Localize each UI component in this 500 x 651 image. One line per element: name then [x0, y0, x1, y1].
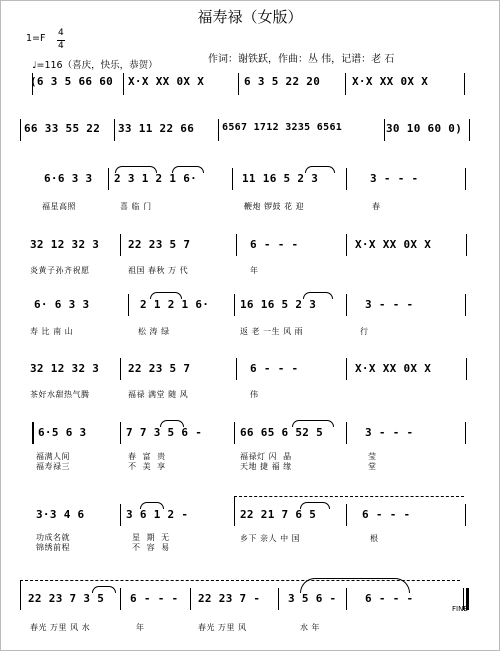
song-title: 福寿禄（女版）	[197, 8, 303, 26]
lyric: 春光 万里 风	[198, 623, 247, 632]
lyric: 星 期 无 不 容 易	[132, 533, 170, 552]
measure: 16 16 5 2 3	[240, 298, 317, 311]
lyric: 福星高照	[42, 202, 76, 211]
lyric: 福满人间 福寿禄三	[36, 452, 70, 471]
measure: 3 - - -	[365, 426, 414, 439]
lyric: 春 富 贵 不 美 享	[128, 452, 166, 471]
measure: X·X XX 0X X	[355, 238, 432, 251]
measure: 6 - - -	[365, 592, 414, 605]
measure: 22 23 5 7	[128, 362, 191, 375]
measure: X·X XX 0X X	[352, 75, 429, 88]
lyric: 喜 临 门	[120, 202, 152, 211]
measure: 22 21 7 6 5	[240, 508, 317, 521]
measure: 6 - - -	[250, 238, 299, 251]
lyric: 根	[370, 534, 379, 543]
measure: 6· 6 3 3	[34, 298, 90, 311]
lyric: 春	[372, 202, 381, 211]
lyric: 水 年	[300, 623, 321, 632]
measure: 6·5 6 3	[38, 426, 87, 439]
measure: X·X XX 0X X	[355, 362, 432, 375]
time-signature-bottom: 4	[58, 41, 64, 51]
time-signature-top: 4	[58, 28, 64, 38]
lyric: 福禄灯 闪 晶 天地 捷 福 缘	[240, 452, 292, 471]
lyric: 行	[360, 327, 369, 336]
measure: 30 10 60 0)	[386, 122, 463, 135]
lyric: 茶好水甜热气腾	[30, 390, 90, 399]
measure: 66 65 6 52 5	[240, 426, 324, 439]
measure: 3 - - -	[370, 172, 419, 185]
measure: 2 3 1 2 1 6·	[114, 172, 198, 185]
measure: 7 7 3 5 6 -	[126, 426, 203, 439]
lyric: 年	[250, 266, 259, 275]
measure: 66 33 55 22	[24, 122, 101, 135]
measure: 6567 1712 3235 6561	[222, 122, 343, 133]
lyric: 寿 比 南 山	[30, 327, 74, 336]
lyric: 莹 堂	[368, 452, 377, 471]
measure: 22 23 5 7	[128, 238, 191, 251]
fine-marking: FINE	[452, 605, 468, 613]
measure: 3·3 4 6	[36, 508, 85, 521]
lyric: 返 老 一生 风 雨	[240, 327, 304, 336]
credits: 作词：谢铁跃，作曲：丛 伟，记谱：老 石	[208, 54, 395, 65]
measure: (6 3 5 66 60	[30, 75, 114, 88]
measure: 3 6 1 2 -	[126, 508, 189, 521]
lyric: 鞭炮 锣鼓 花 迎	[244, 202, 305, 211]
measure: 32 12 32 3	[30, 238, 100, 251]
measure: 6 3 5 22 20	[244, 75, 321, 88]
tempo-marking: ♩=116（喜庆，快乐，恭贺）	[32, 60, 158, 71]
measure: 3 5 6 -	[288, 592, 337, 605]
lyric: 松 涛 绿	[138, 327, 170, 336]
lyric: 年	[136, 623, 145, 632]
measure: 11 16 5 2 3	[242, 172, 319, 185]
measure: 33 11 22 66	[118, 122, 195, 135]
measure: 2 1 2 1 6·	[140, 298, 210, 311]
lyric: 功成名就 锦绣前程	[36, 533, 70, 552]
measure: 6 - - -	[250, 362, 299, 375]
lyric: 春光 万里 风 水	[30, 623, 91, 632]
measure: 32 12 32 3	[30, 362, 100, 375]
measure: X·X XX 0X X	[128, 75, 205, 88]
measure: 6 - - -	[362, 508, 411, 521]
lyric: 福禄 满堂 随 风	[128, 390, 189, 399]
measure: 6·6 3 3	[44, 172, 93, 185]
measure: 22 23 7 3 5	[28, 592, 105, 605]
lyric: 祖国 春秋 万 代	[128, 266, 189, 275]
measure: 3 - - -	[365, 298, 414, 311]
lyric: 炎黄子孙齐祝愿	[30, 266, 90, 275]
key-signature: 1=F	[26, 33, 46, 44]
lyric: 伟	[250, 390, 259, 399]
measure: 22 23 7 -	[198, 592, 261, 605]
measure: 6 - - -	[130, 592, 179, 605]
lyric: 乡下 亲人 中 国	[240, 534, 301, 543]
